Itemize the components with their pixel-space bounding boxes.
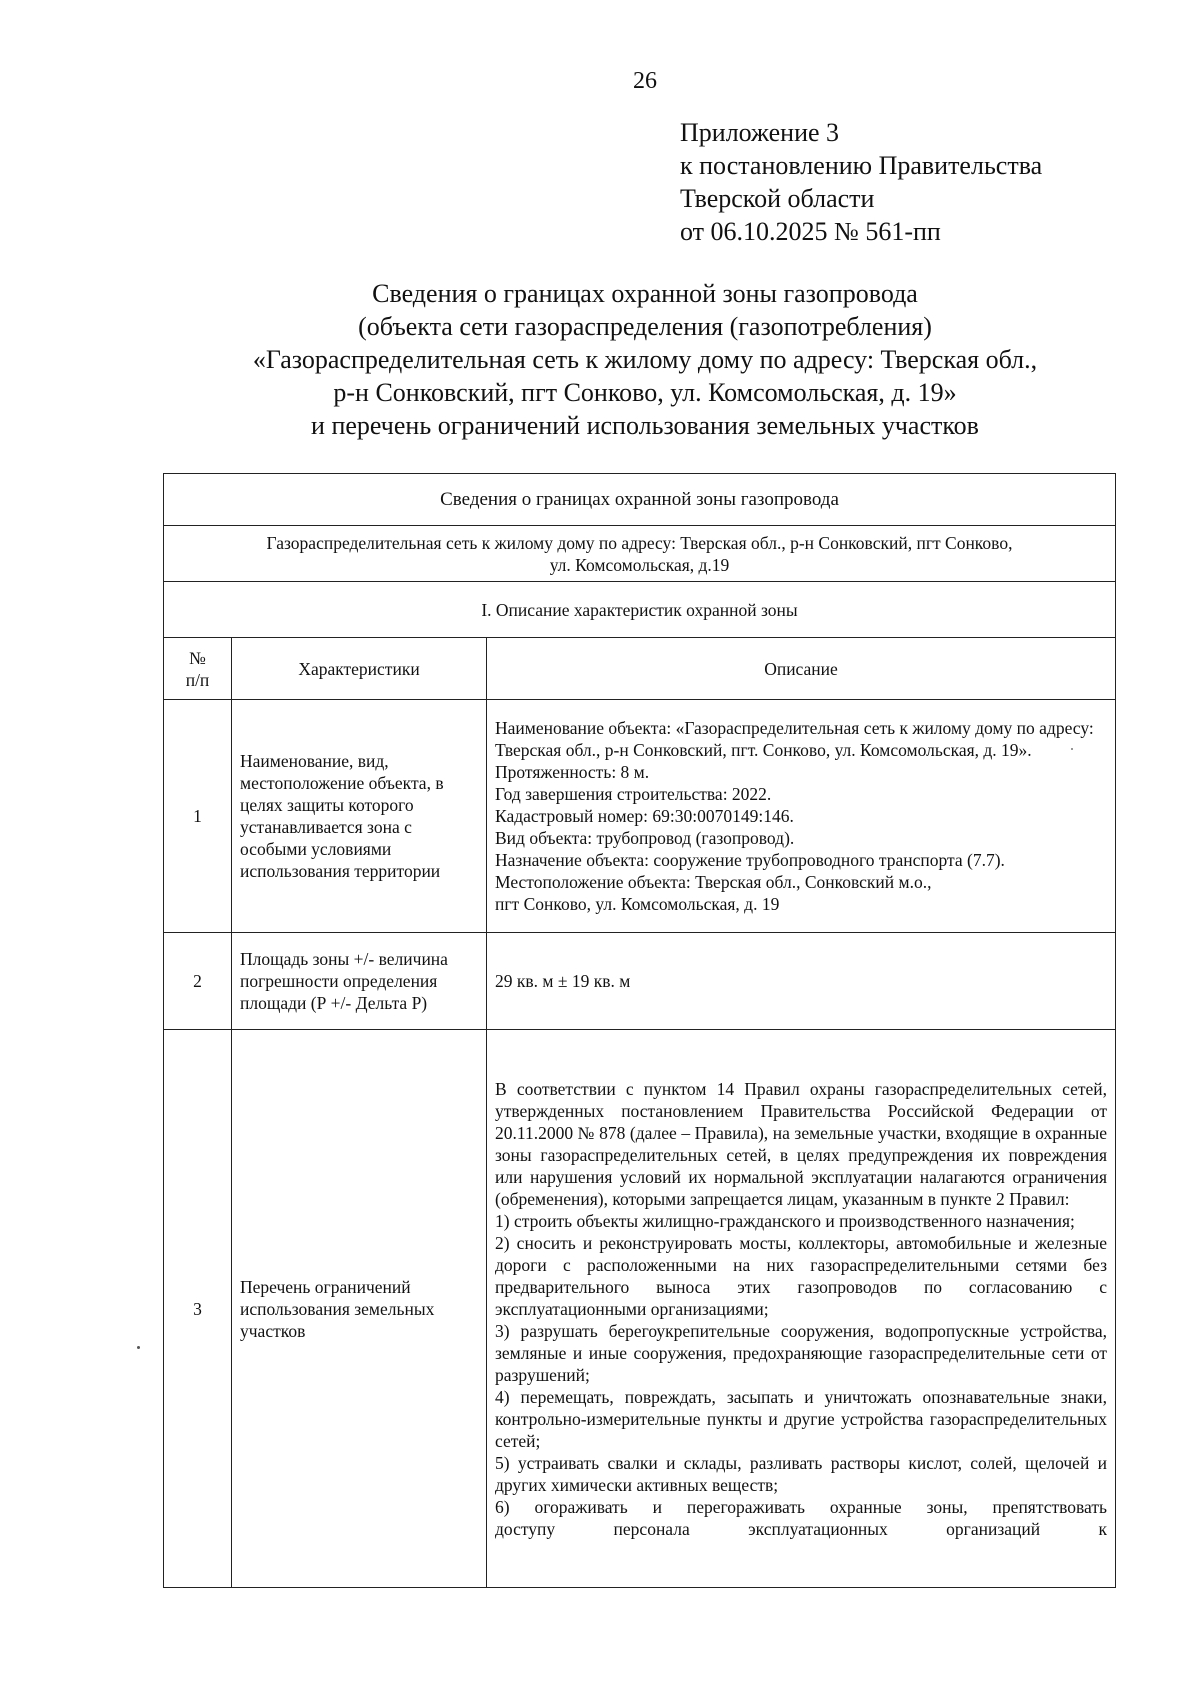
description-line: Протяженность: 8 м.	[495, 762, 650, 782]
restriction-item: 1) строить объекты жилищно-гражданского и производственного назначения;	[495, 1210, 1075, 1231]
restriction-item: 2) сносить и реконструировать мосты, коллекторы, автомобильные и железные дороги с расположенными на них газораспределительными сетями без предварительного выноса этих газопроводов по согласованию с эксплуатационными организациями;	[495, 1232, 1107, 1319]
table-row	[164, 1030, 1116, 1588]
restriction-intro: В соответствии с пунктом 14 Правил охраны газораспределительных сетей, утвержденных постановлением Правительства Российской Федерации от 20.11.2000 № 878 (далее – Правила), на земельные участки, входящие в охранные зоны газораспределительных сетей, в целях предупреждения их повреждения или нарушения условий их нормальной эксплуатации налагаются ограничения (обременения), которыми запрещается лицам, указанным в пункте 2 Правил:	[495, 1078, 1107, 1209]
column-header-row	[164, 638, 1116, 700]
description-line: пгт Сонково, ул. Комсомольская, д. 19	[495, 894, 780, 914]
appendix-header	[680, 116, 1042, 248]
description-line: Наименование объекта: «Газораспределительная сеть к жилому дому по адресу: Тверская обл., р-н Сонковский, пгт. Сонково, ул. Комсомольская, д. 19».	[495, 718, 1094, 760]
title-line: (объекта сети газораспределения (газопотребления)	[358, 312, 932, 341]
column-header-characteristics: Характеристики	[232, 638, 487, 700]
description-line: Местоположение объекта: Тверская обл., Сонковский м.о.,	[495, 872, 932, 892]
object-name-cell	[164, 526, 1116, 582]
row-number: 2	[164, 933, 232, 1030]
restriction-item: 5) устраивать свалки и склады, разливать растворы кислот, солей, щелочей и других химически активных веществ;	[495, 1452, 1107, 1495]
description-line: Год завершения строительства: 2022.	[495, 784, 772, 804]
section-title: I. Описание характеристик охранной зоны	[164, 582, 1116, 638]
title-line: Сведения о границах охранной зоны газопровода	[372, 279, 918, 308]
row-description	[487, 1030, 1116, 1588]
row-characteristic: Перечень ограничений использования земельных участков	[232, 1030, 487, 1588]
restriction-item: 4) перемещать, повреждать, засыпать и уничтожать опознавательные знаки, контрольно-измерительные пункты и другие устройства газораспределительных сетей;	[495, 1386, 1107, 1451]
appendix-line: Приложение 3	[680, 118, 840, 147]
appendix-line: от 06.10.2025 № 561-пп	[680, 217, 941, 246]
section-row	[164, 582, 1116, 638]
table-row	[164, 933, 1116, 1030]
column-header-description: Описание	[487, 638, 1116, 700]
row-description	[487, 700, 1116, 933]
restriction-item: 3) разрушать берегоукрепительные сооружения, водопропускные устройства, земляные и иные сооружения, предохраняющие газораспределительные сети от разрушений;	[495, 1320, 1107, 1385]
description-line: Назначение объекта: сооружение трубопроводного транспорта (7.7).	[495, 850, 1005, 870]
table-heading: Сведения о границах охранной зоны газопровода	[164, 474, 1116, 526]
row-number: 1	[164, 700, 232, 933]
table-heading-row	[164, 474, 1116, 526]
row-characteristic: Площадь зоны +/- величина погрешности определения площади (Р +/- Дельта Р)	[232, 933, 487, 1030]
description-line: Вид объекта: трубопровод (газопровод).	[495, 828, 795, 848]
object-name-line: ул. Комсомольская, д.19	[549, 554, 730, 575]
object-name-row	[164, 526, 1116, 582]
column-header-number: № п/п	[164, 638, 232, 700]
title-line: «Газораспределительная сеть к жилому дому по адресу: Тверская обл.,	[252, 345, 1038, 374]
description-line: Кадастровый номер: 69:30:0070149:146.	[495, 806, 794, 826]
row-description: 29 кв. м ± 19 кв. м	[487, 933, 1116, 1030]
title-line: и перечень ограничений использования земельных участков	[311, 411, 979, 440]
title-line: р-н Сонковский, пгт Сонково, ул. Комсомольская, д. 19»	[333, 378, 957, 407]
row-characteristic: Наименование, вид, местоположение объекта, в целях защиты которого устанавливается зона с особыми условиями использования территории	[232, 700, 487, 933]
restriction-item: 6) огораживать и перегораживать охранные зоны, препятствовать	[495, 1496, 1107, 1517]
document-title	[180, 277, 1110, 442]
appendix-line: Тверской области	[680, 184, 875, 213]
table-row	[164, 700, 1116, 933]
object-name-line: Газораспределительная сеть к жилому дому по адресу: Тверская обл., р-н Сонковский, пгт Сонково,	[266, 532, 1013, 553]
scan-speck	[137, 1346, 140, 1349]
protection-zone-table	[163, 473, 1116, 1588]
scan-speck	[1071, 748, 1073, 750]
row-number: 3	[164, 1030, 232, 1588]
restriction-item-continued: доступу персонала эксплуатационных организаций к	[495, 1518, 1107, 1539]
page-number: 26	[633, 68, 657, 94]
appendix-line: к постановлению Правительства	[680, 151, 1043, 180]
